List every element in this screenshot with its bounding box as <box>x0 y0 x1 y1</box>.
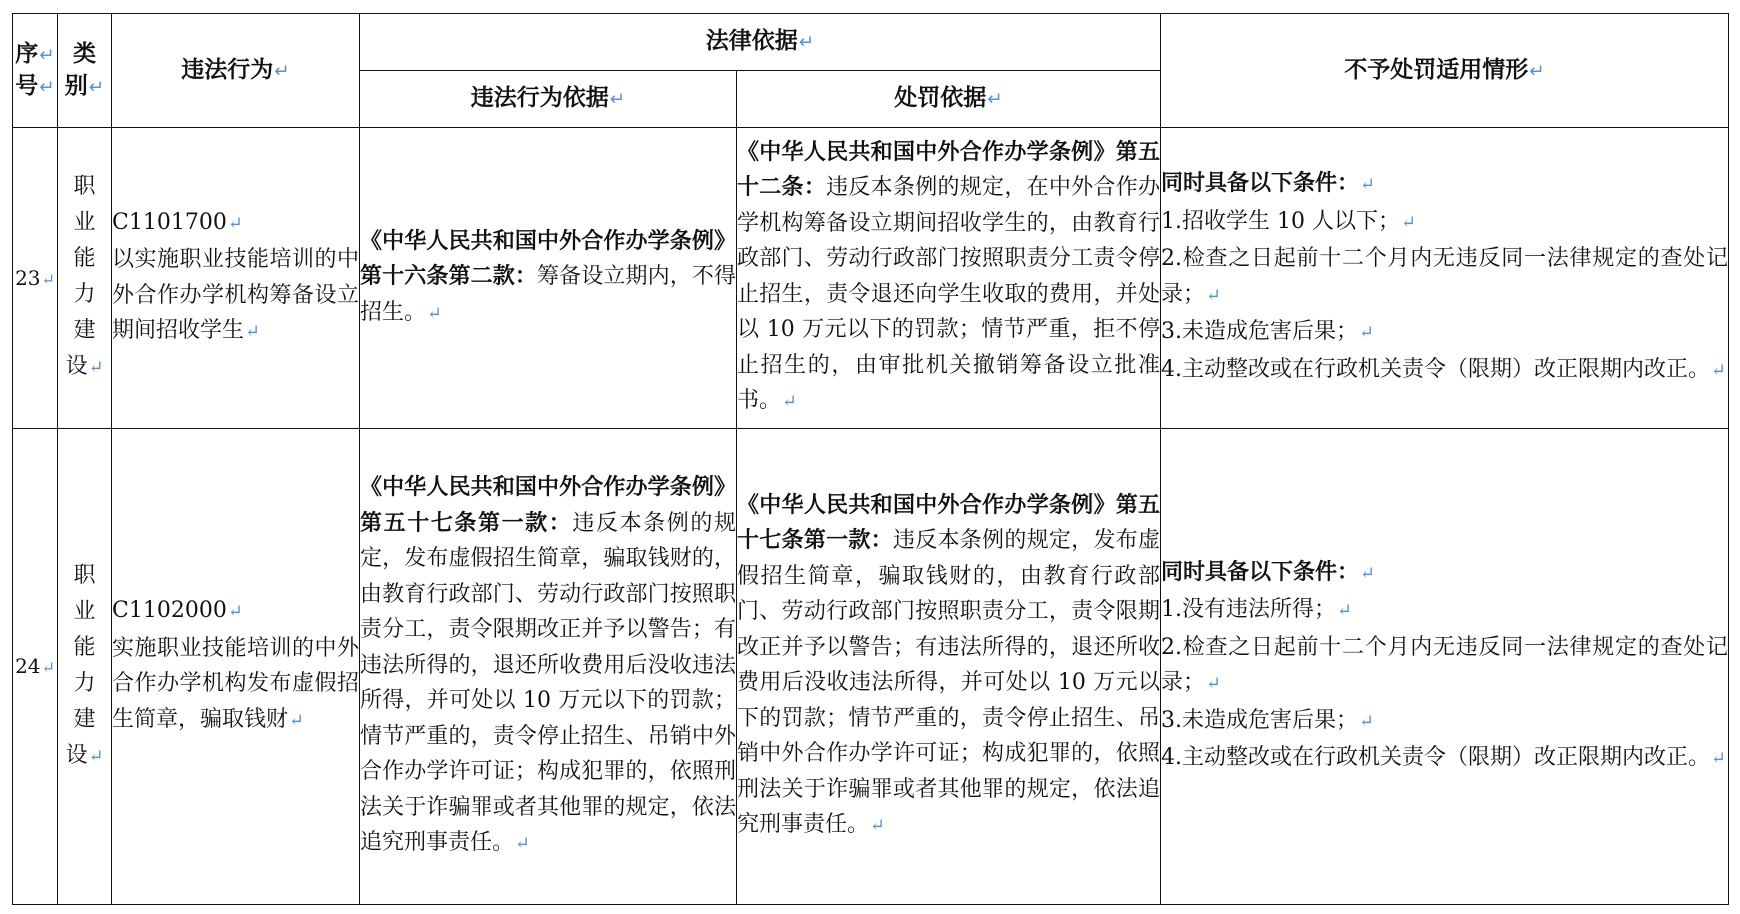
row-category: 职 业 能 力 建 设↵ <box>58 428 112 904</box>
row-category: 职 业 能 力 建 设↵ <box>58 128 112 429</box>
header-exemption: 不予处罚适用情形↵ <box>1161 14 1729 128</box>
violation-code: C1101700 <box>112 209 227 235</box>
table-row <box>13 428 1729 904</box>
regulation-table <box>12 13 1729 905</box>
row-penalty-basis: 《中华人民共和国中外合作办学条例》第五十二条：违反本条例的规定，在中外合作办学机构筹备设立期间招收学生的，由教育行政部门、劳动行政部门按照职责分工责令停止招生，责令退还向学生收取的费用，并处以 10 万元以下的罚款；情节严重，拒不停止招生的，由审批机关撤销筹备设立批准书。↵ <box>737 128 1161 429</box>
row-seq: 23↵ <box>13 128 58 429</box>
law-citation: 《中华人民共和国中外合作办学条例》第五十七条第一款： <box>737 492 1161 554</box>
row-penalty-basis: 《中华人民共和国中外合作办学条例》第五十七条第一款：违反本条例的规定，发布虚假招生简章，骗取钱财的，由教育行政部门、劳动行政部门按照职责分工，责令限期改正并予以警告；有违法所得的，退还所收费用后没收违法所得，并可处以 10 万元以下的罚款；情节严重的，责令停止招生、吊销中外合作办学许可证；构成犯罪的，依照刑法关于诈骗罪或者其他罪的规定，依法追究刑事责任。↵ <box>737 428 1161 904</box>
violation-description: 以实施职业技能培训的中外合作办学机构筹备设立期间招收学生 <box>112 247 359 344</box>
row-violation: C1102000↵ 实施职业技能培训的中外合作办学机构发布虚假招生简章，骗取钱财↵ <box>112 428 360 904</box>
row-violation: C1101700↵ 以实施职业技能培训的中外合作办学机构筹备设立期间招收学生↵ <box>112 128 360 429</box>
header-seq: 序↵ 号↵ <box>13 14 58 128</box>
table-row <box>13 128 1729 429</box>
row-exemption: 同时具备以下条件：↵ 1.没有违法所得；↵ 2.检查之日起前十二个月内无违反同一法律规定的查处记录；↵ 3.未造成危害后果；↵ 4.主动整改或在行政机关责令（限期）改正限期内改正。↵ <box>1161 428 1729 904</box>
header-category: 类 别↵ <box>58 14 112 128</box>
row-violation-basis: 《中华人民共和国中外合作办学条例》第五十七条第一款：违反本条例的规定，发布虚假招生简章，骗取钱财的，由教育行政部门、劳动行政部门按照职责分工，责令限期改正并予以警告；有违法所得的，退还所收费用后没收违法所得，并可处以 10 万元以下的罚款；情节严重的，责令停止招生、吊销中外合作办学许可证；构成犯罪的，依照刑法关于诈骗罪或者其他罪的规定，依法追究刑事责任。↵ <box>360 428 737 904</box>
header-legal-basis: 法律依据↵ <box>360 14 1161 71</box>
header-violation: 违法行为↵ <box>112 14 360 128</box>
row-seq: 24↵ <box>13 428 58 904</box>
header-violation-basis: 违法行为依据↵ <box>360 71 737 128</box>
violation-code: C1102000 <box>112 598 227 624</box>
violation-description: 实施职业技能培训的中外合作办学机构发布虚假招生简章，骗取钱财 <box>112 635 359 732</box>
law-citation: 《中华人民共和国中外合作办学条例》第五十七条第一款： <box>360 475 736 536</box>
law-citation: 《中华人民共和国中外合作办学条例》第十六条第二款： <box>360 228 736 290</box>
header-penalty-basis: 处罚依据↵ <box>737 71 1161 128</box>
law-citation: 《中华人民共和国中外合作办学条例》第五十二条： <box>737 139 1161 201</box>
row-exemption: 同时具备以下条件：↵ 1.招收学生 10 人以下；↵ 2.检查之日起前十二个月内无违反同一法律规定的查处记录；↵ 3.未造成危害后果；↵ 4.主动整改或在行政机关责令（限期）改正限期内改正。↵ <box>1161 128 1729 429</box>
row-violation-basis: 《中华人民共和国中外合作办学条例》第十六条第二款：筹备设立期内，不得招生。↵ <box>360 128 737 429</box>
